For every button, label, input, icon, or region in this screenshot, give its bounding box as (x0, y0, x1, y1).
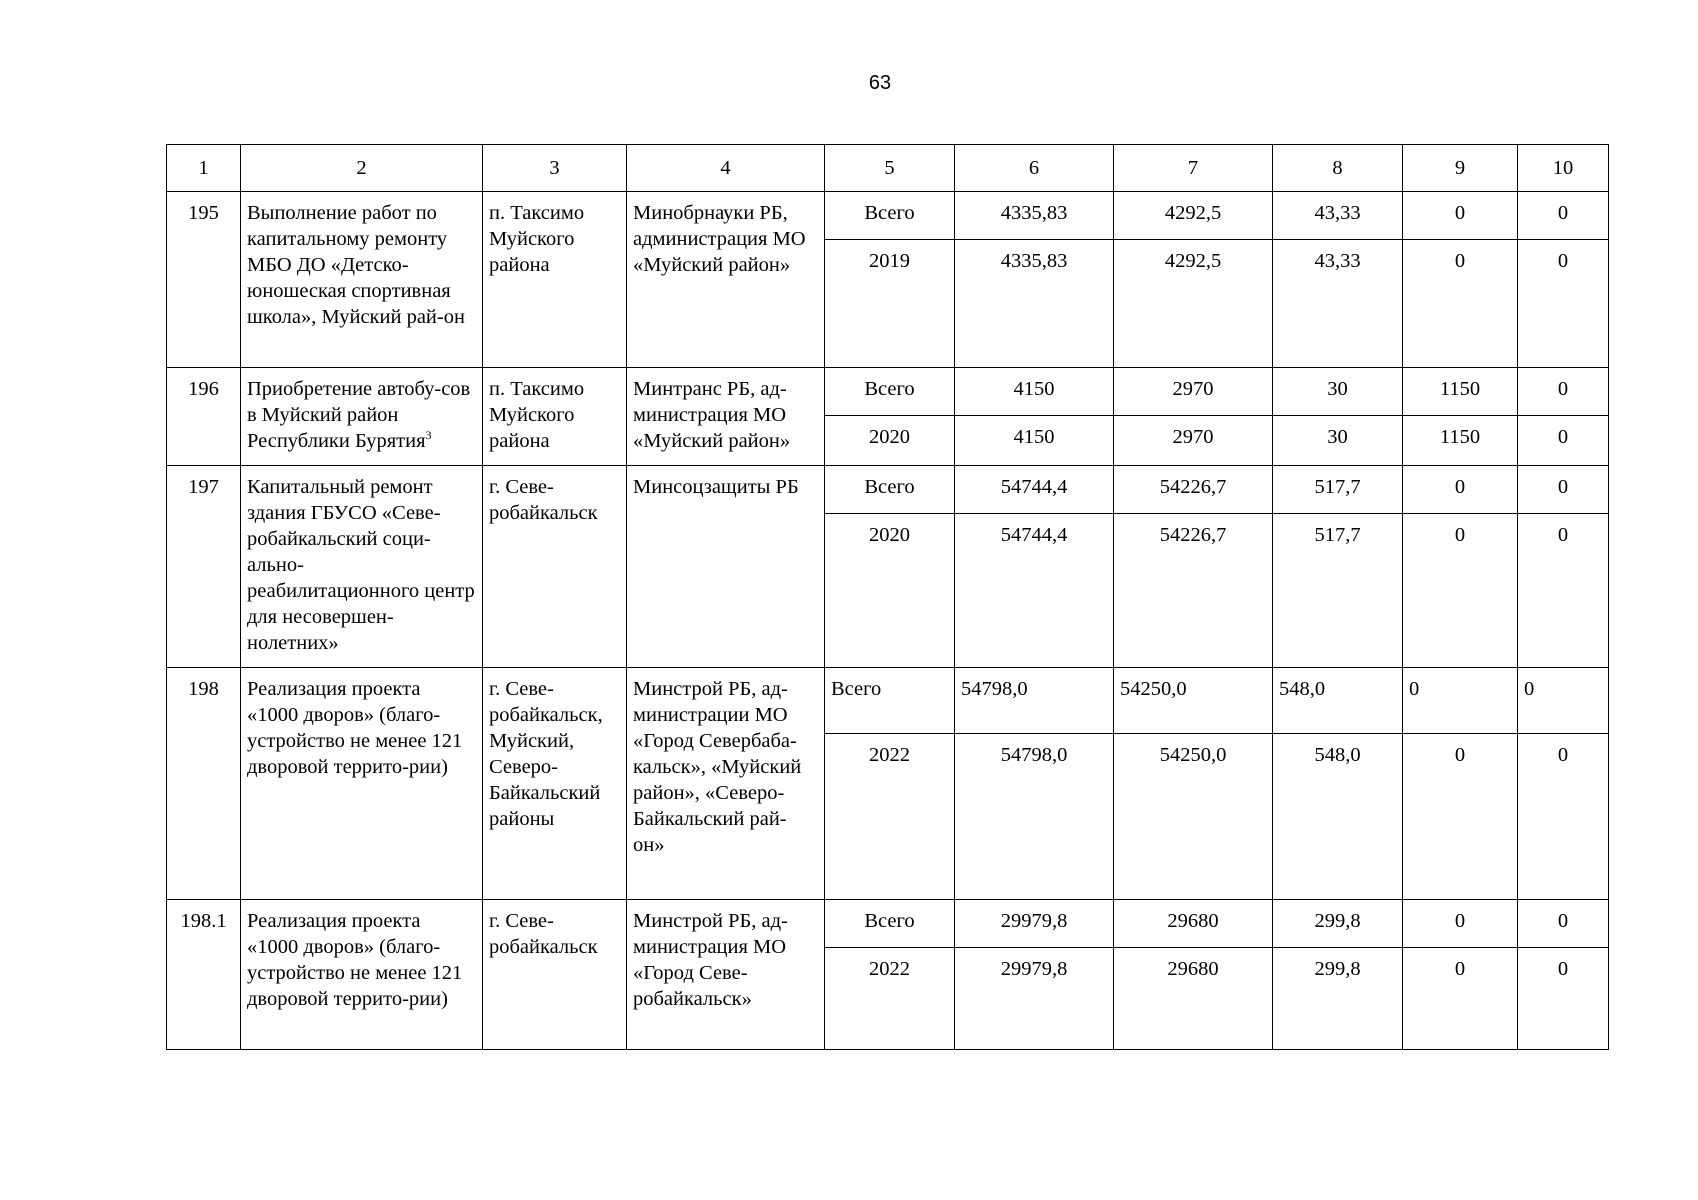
year-value: 299,8 (1273, 948, 1403, 1050)
row-id: 198.1 (167, 900, 241, 1050)
total-value: 1150 (1403, 368, 1518, 416)
location: г. Севе-робайкальск, Муйский, Северо-Байкальский районы (483, 668, 627, 900)
column-number-row (167, 145, 1609, 192)
location: г. Севе-робайкальск (483, 466, 627, 668)
responsible: Минстрой РБ, ад-министрации МО «Город Севербаба-кальск», «Муйский район», «Северо-Байкальский рай-он» (627, 668, 825, 900)
year-label: 2020 (825, 416, 955, 466)
year-value: 1150 (1403, 416, 1518, 466)
year-value: 29979,8 (955, 948, 1114, 1050)
column-number: 6 (955, 145, 1114, 192)
year-value: 0 (1403, 734, 1518, 900)
total-label: Всего (825, 466, 955, 514)
table-row (167, 668, 1609, 734)
total-value: 29979,8 (955, 900, 1114, 948)
column-number: 3 (483, 145, 627, 192)
year-value: 4150 (955, 416, 1114, 466)
total-value: 0 (1403, 466, 1518, 514)
year-value: 54226,7 (1114, 514, 1273, 668)
year-label: 2020 (825, 514, 955, 668)
year-value: 0 (1403, 240, 1518, 368)
year-value: 4335,83 (955, 240, 1114, 368)
year-value: 0 (1403, 514, 1518, 668)
responsible: Минобрнауки РБ, администрация МО «Муйский район» (627, 192, 825, 368)
total-value: 0 (1518, 668, 1609, 734)
year-value: 0 (1403, 948, 1518, 1050)
total-value: 4335,83 (955, 192, 1114, 240)
total-value: 29680 (1114, 900, 1273, 948)
total-value: 0 (1518, 466, 1609, 514)
total-value: 0 (1403, 668, 1518, 734)
measure-name (241, 368, 483, 466)
year-value: 0 (1518, 240, 1609, 368)
column-number: 8 (1273, 145, 1403, 192)
measure-name: Реализация проекта «1000 дворов» (благо-устройство не менее 121 дворовой террито-рии) (241, 668, 483, 900)
measure-name-text: Приобретение автобу-сов в Муйский район Республики Бурятия (247, 378, 471, 452)
total-value: 548,0 (1273, 668, 1403, 734)
page-number: 63 (868, 72, 892, 94)
table-row (167, 466, 1609, 514)
row-id: 198 (167, 668, 241, 900)
total-value: 517,7 (1273, 466, 1403, 514)
footnote-mark: 3 (425, 428, 432, 443)
column-number: 2 (241, 145, 483, 192)
total-value: 0 (1403, 192, 1518, 240)
column-number: 10 (1518, 145, 1609, 192)
total-label: Всего (825, 368, 955, 416)
total-label: Всего (825, 192, 955, 240)
year-label: 2022 (825, 948, 955, 1050)
total-label: Всего (825, 668, 955, 734)
row-id: 196 (167, 368, 241, 466)
column-number: 7 (1114, 145, 1273, 192)
year-label: 2019 (825, 240, 955, 368)
responsible: Минтранс РБ, ад-министрация МО «Муйский район» (627, 368, 825, 466)
year-value: 0 (1518, 514, 1609, 668)
total-value: 0 (1518, 900, 1609, 948)
location: п. Таксимо Муйского района (483, 368, 627, 466)
total-label: Всего (825, 900, 955, 948)
row-id: 195 (167, 192, 241, 368)
table-row (167, 192, 1609, 240)
measure-name: Выполнение работ по капитальному ремонту МБО ДО «Детско-юношеская спортивная школа», Муйский рай-он (241, 192, 483, 368)
year-value: 2970 (1114, 416, 1273, 466)
year-value: 29680 (1114, 948, 1273, 1050)
responsible: Минстрой РБ, ад-министрация МО «Город Севе-робайкальск» (627, 900, 825, 1050)
total-value: 54744,4 (955, 466, 1114, 514)
measure-name: Капитальный ремонт здания ГБУСО «Севе-робайкальский соци-ально-реабилитационного центр для несовершен-нолетних» (241, 466, 483, 668)
year-value: 4292,5 (1114, 240, 1273, 368)
year-value: 0 (1518, 948, 1609, 1050)
column-number: 9 (1403, 145, 1518, 192)
year-value: 30 (1273, 416, 1403, 466)
year-value: 54798,0 (955, 734, 1114, 900)
table-row (167, 900, 1609, 948)
total-value: 30 (1273, 368, 1403, 416)
year-value: 517,7 (1273, 514, 1403, 668)
column-number: 5 (825, 145, 955, 192)
column-number: 1 (167, 145, 241, 192)
total-value: 54798,0 (955, 668, 1114, 734)
total-value: 54250,0 (1114, 668, 1273, 734)
year-value: 54250,0 (1114, 734, 1273, 900)
total-value: 0 (1518, 192, 1609, 240)
total-value: 299,8 (1273, 900, 1403, 948)
total-value: 43,33 (1273, 192, 1403, 240)
year-label: 2022 (825, 734, 955, 900)
total-value: 0 (1403, 900, 1518, 948)
year-value: 54744,4 (955, 514, 1114, 668)
total-value: 4292,5 (1114, 192, 1273, 240)
location: г. Севе-робайкальск (483, 900, 627, 1050)
year-value: 548,0 (1273, 734, 1403, 900)
total-value: 2970 (1114, 368, 1273, 416)
measure-name: Реализация проекта «1000 дворов» (благо-устройство не менее 121 дворовой террито-рии) (241, 900, 483, 1050)
row-id: 197 (167, 466, 241, 668)
responsible: Минсоцзащиты РБ (627, 466, 825, 668)
total-value: 4150 (955, 368, 1114, 416)
year-value: 0 (1518, 416, 1609, 466)
total-value: 54226,7 (1114, 466, 1273, 514)
table-row (167, 368, 1609, 416)
column-number: 4 (627, 145, 825, 192)
year-value: 0 (1518, 734, 1609, 900)
program-table (166, 144, 1609, 1050)
total-value: 0 (1518, 368, 1609, 416)
year-value: 43,33 (1273, 240, 1403, 368)
location: п. Таксимо Муйского района (483, 192, 627, 368)
